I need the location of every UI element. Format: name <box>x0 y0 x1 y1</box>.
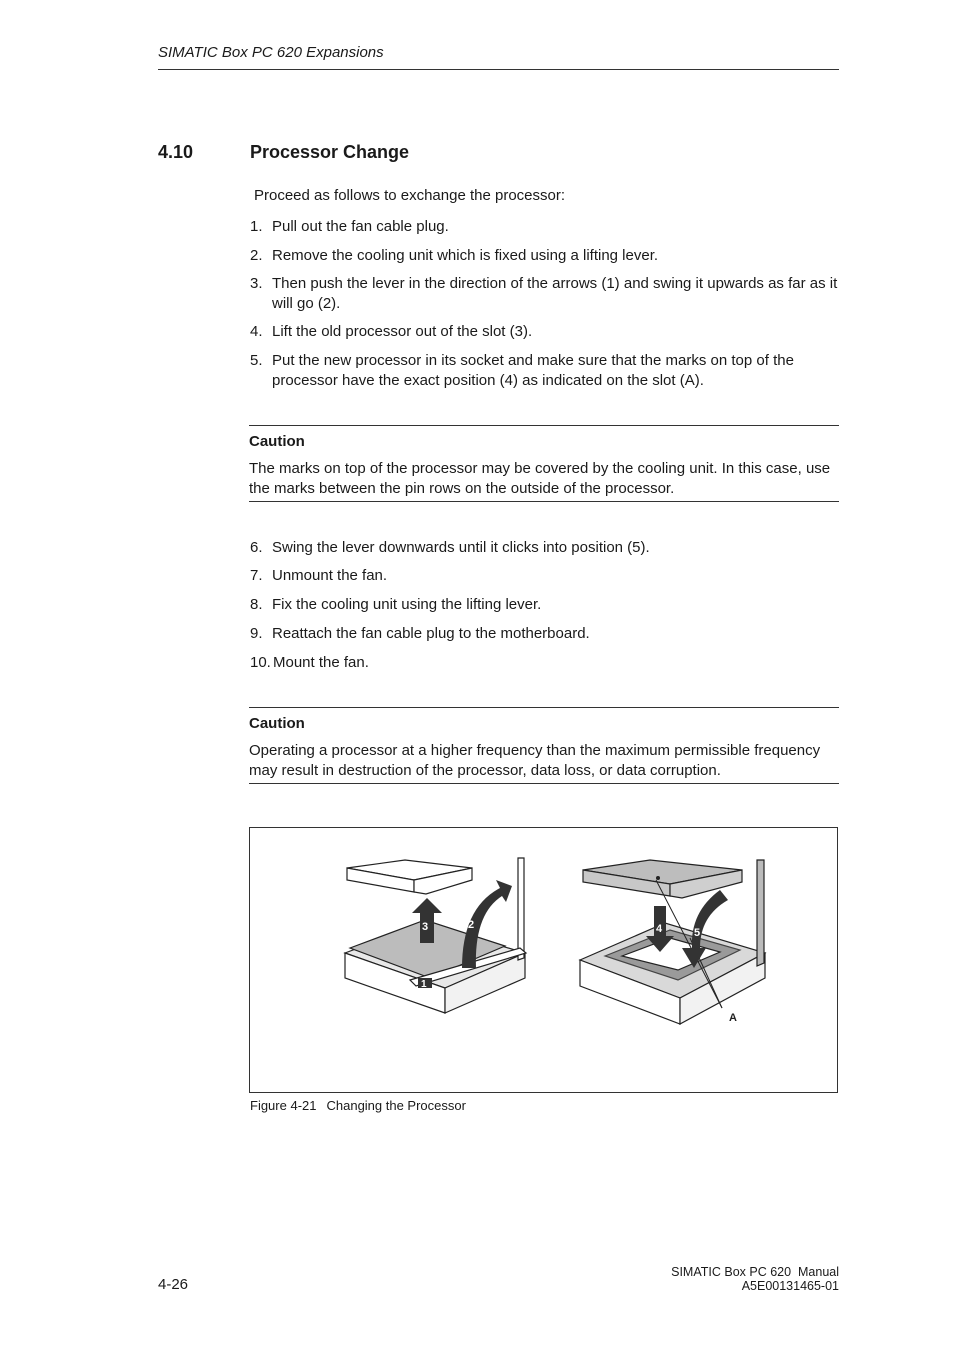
manual-title: SIMATIC Box PC 620 Manual <box>671 1265 839 1279</box>
step-number: 3. <box>250 275 263 292</box>
step-text: Then push the lever in the direction of the arrows (1) and swing it upwards as far as it will go (2). <box>272 275 838 312</box>
list-item <box>250 217 840 237</box>
list-item <box>250 351 840 391</box>
step-text: Pull out the fan cable plug. <box>272 218 449 235</box>
step-number: 1. <box>250 218 263 235</box>
step-text: Swing the lever downwards until it clicks into position (5). <box>272 539 650 556</box>
step-text: Fix the cooling unit using the lifting lever. <box>272 596 542 613</box>
right-socket-drawing <box>580 860 765 1024</box>
step-number: 9. <box>250 625 263 642</box>
step-number: 5. <box>250 352 263 369</box>
list-item <box>250 538 840 558</box>
step-number: 8. <box>250 596 263 613</box>
list-item <box>250 566 840 586</box>
step-text: Unmount the fan. <box>272 567 388 584</box>
doc-id: A5E00131465-01 <box>741 1279 839 1293</box>
intro-text: Proceed as follows to exchange the processor: <box>254 187 566 204</box>
processor-change-illustration <box>250 828 837 1092</box>
step-number: 2. <box>250 247 263 264</box>
section-title: Processor Change <box>250 142 410 162</box>
figure-caption <box>250 1098 466 1113</box>
label-2: 2 <box>468 919 475 931</box>
label-4: 4 <box>656 923 663 935</box>
list-item <box>250 624 840 644</box>
list-item <box>250 274 840 314</box>
caution-box-2 <box>249 707 839 784</box>
list-item <box>250 246 840 266</box>
step-text: Lift the old processor out of the slot (3). <box>272 323 533 340</box>
list-item <box>250 322 840 342</box>
footer-info <box>671 1265 839 1293</box>
step-number: 4. <box>250 323 263 340</box>
figure-number: Figure 4-21 <box>250 1098 317 1113</box>
step-text: Put the new processor in its socket and make sure that the marks on top of the processor have the exact position (4) as indicated on the slot (A). <box>272 352 794 389</box>
figure-caption-text: Changing the Processor <box>326 1098 466 1113</box>
list-item <box>250 595 840 615</box>
page-number: 4-26 <box>158 1276 189 1293</box>
step-text: Reattach the fan cable plug to the motherboard. <box>272 625 590 642</box>
section-number: 4.10 <box>158 142 194 162</box>
header-rule <box>158 69 839 70</box>
list-item <box>250 653 840 673</box>
step-text: Remove the cooling unit which is fixed using a lifting lever. <box>272 247 659 264</box>
orientation-mark-icon <box>656 876 660 880</box>
running-header: SIMATIC Box PC 620 Expansions <box>158 44 384 61</box>
caution-body: Operating a processor at a higher frequency than the maximum permissible frequency may result in destruction of the processor, data loss, or data corruption. <box>249 742 821 779</box>
caution-title: Caution <box>249 715 305 732</box>
step-number: 6. <box>250 539 263 556</box>
caution-title: Caution <box>249 433 305 450</box>
step-number: 7. <box>250 567 263 584</box>
caution-body: The marks on top of the processor may be covered by the cooling unit. In this case, use the marks between the pin rows on the outside of the processor. <box>249 460 831 497</box>
figure-processor-change <box>249 827 838 1093</box>
step-number: 10. <box>250 654 271 671</box>
step-text: Mount the fan. <box>273 654 369 671</box>
caution-box-1 <box>249 425 839 502</box>
label-5: 5 <box>694 927 701 939</box>
label-a: A <box>729 1012 737 1024</box>
label-3: 3 <box>422 921 429 933</box>
label-1: 1 <box>421 979 427 990</box>
